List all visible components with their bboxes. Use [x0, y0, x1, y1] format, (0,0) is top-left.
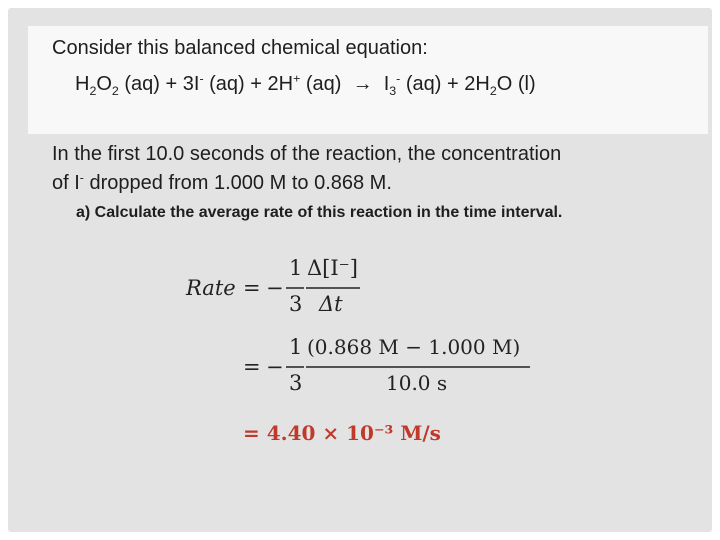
rate-label: Rate	[186, 276, 236, 300]
eq-triiodide: I	[383, 73, 390, 95]
fraction-3-numerator: 1	[289, 335, 303, 359]
question-a: a) Calculate the average rate of this reaction in the time interval.	[76, 204, 563, 221]
delta-concentration: Δ[I⁻]	[307, 256, 358, 280]
eq-water-h: 2H	[464, 73, 490, 95]
problem-sentence-1: In the first 10.0 seconds of the reaction, the concentration	[52, 143, 562, 165]
minus-1: −	[266, 276, 284, 300]
arrow-icon: →	[352, 73, 373, 95]
rate-result: = 4.40 × 10⁻³ M/s	[243, 421, 441, 445]
fraction-3-denominator: 3	[289, 371, 303, 395]
eq-plus-3: +	[441, 73, 465, 95]
eq-triiodide-charge: -	[396, 71, 401, 86]
fraction-1-denominator: 3	[289, 292, 303, 316]
eq-aq-4: (aq)	[400, 73, 442, 95]
eq-triiodide-subscript: 3	[389, 84, 397, 98]
eq-aq-2: (aq)	[203, 73, 245, 95]
eq-plus-1: +	[159, 73, 183, 95]
delta-time: Δt	[319, 292, 343, 316]
rate-calculation	[170, 248, 550, 458]
sentence-iodide-charge: -	[79, 170, 84, 185]
chemical-equation	[75, 73, 536, 96]
fraction-1-numerator: 1	[289, 256, 303, 280]
eq-o2-subscript: 2	[111, 84, 119, 98]
eq-h2-subscript: 2	[89, 84, 97, 98]
eq-iodide: 3I	[182, 73, 200, 95]
eq-water-o: O	[496, 73, 513, 95]
eq-aq-3: (aq)	[300, 73, 342, 95]
eq-hydrogen-charge: +	[293, 71, 301, 86]
eq-h2-symbol: H	[75, 73, 90, 95]
intro-text: Consider this balanced chemical equation:	[52, 37, 428, 59]
problem-sentence-2	[52, 172, 392, 195]
sentence-rest: dropped from 1.000 M to 0.868 M.	[83, 172, 392, 194]
eq-hydrogen-ion: 2H	[267, 73, 294, 95]
concentration-difference: (0.868 M − 1.000 M)	[307, 335, 521, 359]
time-interval: 10.0 s	[386, 371, 448, 395]
eq-water-subscript: 2	[489, 84, 497, 98]
sentence-iodide: of I	[52, 172, 80, 194]
equals-1: =	[243, 276, 261, 300]
eq-aq-1: (aq)	[118, 73, 160, 95]
eq-iodide-charge: -	[199, 71, 204, 86]
equals-2: =	[243, 355, 261, 379]
eq-plus-2: +	[244, 73, 268, 95]
eq-liquid: (l)	[512, 73, 536, 95]
eq-o2-symbol: O	[96, 73, 112, 95]
minus-2: −	[266, 355, 284, 379]
